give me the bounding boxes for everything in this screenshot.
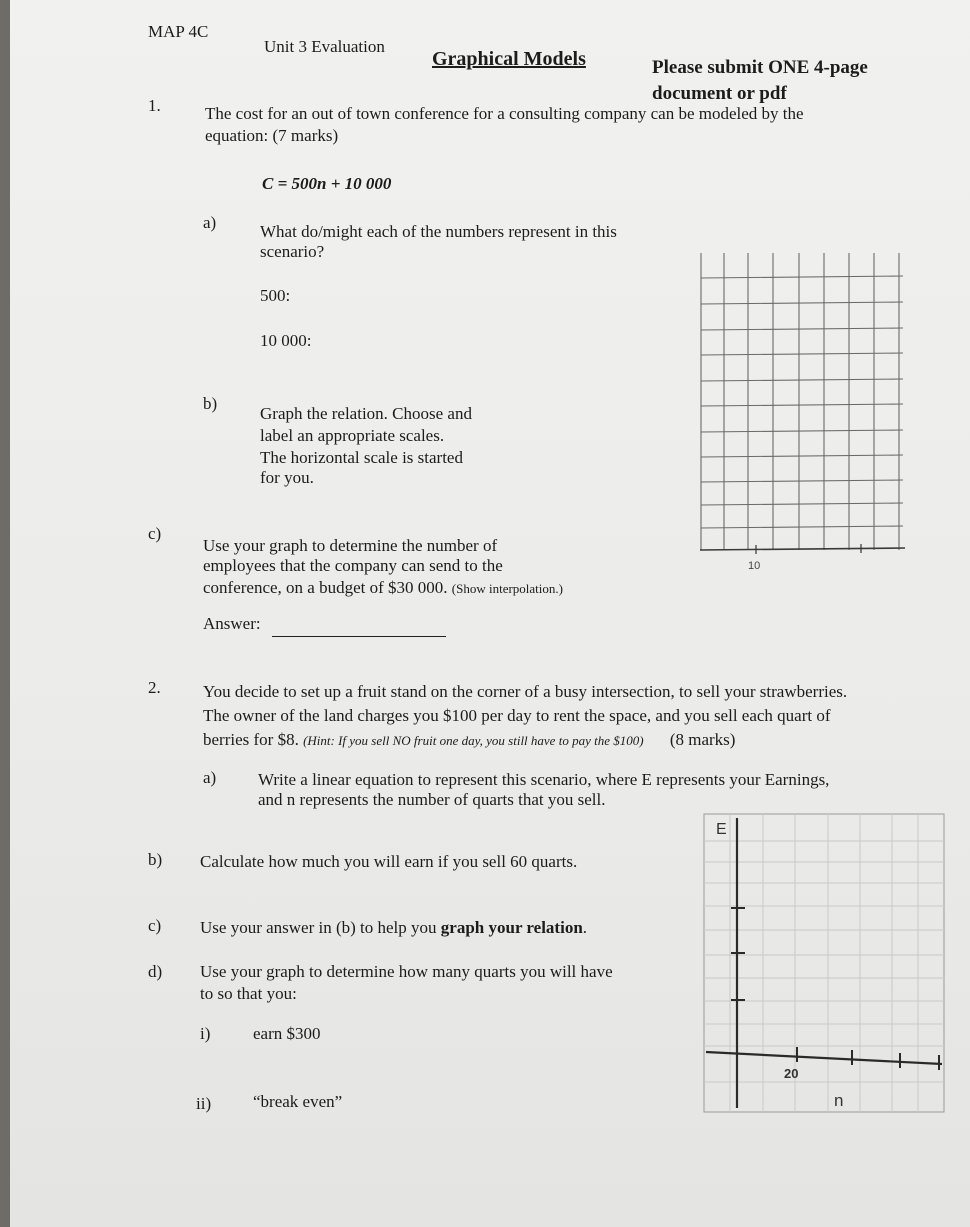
q1b-line1: Graph the relation. Choose and bbox=[260, 404, 472, 423]
q2-marks: (8 marks) bbox=[669, 730, 736, 749]
q2b-text: Calculate how much you will earn if you sell 60 quarts. bbox=[200, 852, 578, 871]
worksheet-page bbox=[10, 0, 970, 1227]
q2c-text bbox=[200, 918, 587, 938]
q1c-line2: employees that the company can send to the bbox=[203, 556, 503, 575]
q1c-line1: Use your graph to determine the number of bbox=[203, 536, 498, 555]
q1c-label: c) bbox=[148, 524, 162, 543]
q1-answer-blank[interactable] bbox=[272, 636, 446, 637]
q1a-label: a) bbox=[203, 213, 217, 232]
q2d-line2: to so that you: bbox=[200, 984, 297, 1003]
q1-number: 1. bbox=[148, 96, 161, 115]
q2d-label: d) bbox=[148, 962, 163, 981]
q2-graph-grid[interactable] bbox=[704, 814, 944, 1114]
submit-instruction-2: document or pdf bbox=[652, 83, 787, 104]
q2-hint: (Hint: If you sell NO fruit one day, you still have to pay the $100) bbox=[303, 733, 644, 748]
q2-intro-line3-start: berries for $8. bbox=[203, 730, 299, 749]
q2d-i-text: earn $300 bbox=[253, 1024, 321, 1043]
q1-answer-label: Answer: bbox=[203, 614, 261, 633]
q2c-text-bold: graph your relation bbox=[440, 918, 583, 937]
q2b-label: b) bbox=[148, 850, 163, 869]
q2c-text-start: Use your answer in (b) to help you bbox=[200, 918, 441, 937]
q1b-line3: The horizontal scale is started bbox=[260, 448, 463, 467]
q2a-label: a) bbox=[203, 768, 217, 787]
q1-equation: C = 500n + 10 000 bbox=[262, 174, 392, 193]
q1a-item-10000: 10 000: bbox=[260, 331, 312, 350]
q2d-ii-label: ii) bbox=[196, 1094, 212, 1113]
q2-graph-x-tick-label: 20 bbox=[784, 1066, 799, 1081]
q1-graph-axis-label: 10 bbox=[748, 560, 761, 572]
q1a-line2: scenario? bbox=[260, 242, 325, 261]
q1-intro-line2: equation: (7 marks) bbox=[205, 126, 339, 145]
q1b-line2: label an appropriate scales. bbox=[260, 426, 445, 445]
submit-instruction-1: Please submit ONE 4-page bbox=[652, 57, 868, 78]
q2-number: 2. bbox=[148, 678, 161, 697]
q2a-line1: Write a linear equation to represent this scenario, where E represents your Earnings, bbox=[258, 770, 830, 789]
q2c-label: c) bbox=[148, 916, 162, 935]
q2-intro-line3 bbox=[203, 730, 735, 751]
q1c-line3-wrap bbox=[203, 578, 563, 599]
q2c-text-end: . bbox=[582, 918, 588, 937]
q1b-line4: for you. bbox=[260, 468, 314, 487]
q1a-line1: What do/might each of the numbers represent in this bbox=[260, 222, 617, 241]
q1c-line3: conference, on a budget of $30 000. bbox=[203, 578, 448, 597]
q1-graph-grid[interactable] bbox=[698, 252, 908, 574]
q1b-label: b) bbox=[203, 394, 218, 413]
q1-intro-line1: The cost for an out of town conference for a consulting company can be modeled by the bbox=[205, 104, 804, 123]
q2-graph-x-label: n bbox=[834, 1091, 844, 1110]
worksheet-title: Graphical Models bbox=[432, 48, 586, 70]
q1a-item-500: 500: bbox=[260, 286, 291, 305]
q2d-i-label: i) bbox=[200, 1024, 211, 1043]
unit-label: Unit 3 Evaluation bbox=[264, 37, 385, 56]
q2d-line1: Use your graph to determine how many quarts you will have bbox=[200, 962, 613, 981]
course-code: MAP 4C bbox=[148, 22, 209, 41]
q2d-ii-text: “break even” bbox=[253, 1092, 343, 1111]
q2a-line2: and n represents the number of quarts that you sell. bbox=[258, 790, 606, 809]
q1c-note: (Show interpolation.) bbox=[451, 581, 563, 596]
q2-graph-y-label: E bbox=[716, 821, 727, 838]
q2-intro-line1: You decide to set up a fruit stand on the corner of a busy intersection, to sell your strawberries. bbox=[203, 682, 848, 701]
q2-intro-line2: The owner of the land charges you $100 per day to rent the space, and you sell each quart of bbox=[203, 706, 831, 725]
